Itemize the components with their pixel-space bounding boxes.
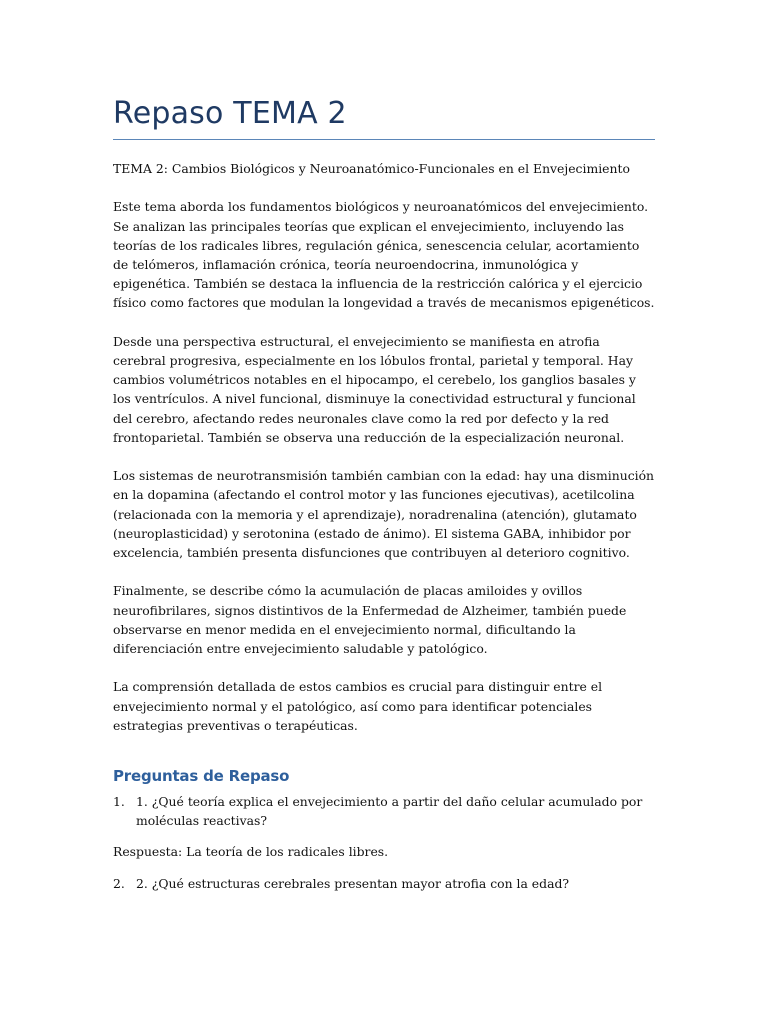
paragraph: Finalmente, se describe cómo la acumulación de placas amiloides y ovillos neurofibrilares, signos distintivos de la Enfermedad de Alzheimer, también puede observarse en menor medida en el envejecimiento normal, dificultando la diferenciación entre envejecimiento saludable y patológico. — [113, 583, 627, 657]
document-title: Repaso TEMA 2 — [113, 96, 347, 131]
paragraph: Desde una perspectiva estructural, el envejecimiento se manifiesta en atrofia cerebral progresiva, especialmente en los lóbulos frontal, parietal y temporal. Hay cambios volumétricos notables en el hipocampo, el cerebelo, los ganglios basales y los ventrículos. A nivel funcional, disminuye la conectividad estructural y funcional del cerebro, afectando redes neuronales clave como la red por defecto y la red frontoparietal. También se observa una reducción de la especialización neuronal. — [113, 333, 636, 445]
question-text: 1. ¿Qué teoría explica el envejecimiento a partir del daño celular acumulado por moléculas reactivas? — [136, 794, 643, 829]
paragraph: Este tema aborda los fundamentos biológicos y neuroanatómicos del envejecimiento. Se analizan las principales teorías que explican el envejecimiento, incluyendo las teorías de los radicales libres, regulación génica, senescencia celular, acortamiento de telómeros, inflamación crónica, teoría neuroendocrina, inmunológica y epigenética. También se destaca la influencia de la restricción calórica y el ejercicio físico como factores que modulan la longevidad a través de mecanismos epigenéticos. — [113, 199, 655, 311]
review-heading: Preguntas de Repaso — [113, 767, 290, 786]
question-text: 2. ¿Qué estructuras cerebrales presentan mayor atrofia con la edad? — [136, 875, 570, 891]
title-divider — [113, 139, 655, 140]
question-number: 2. — [113, 875, 125, 891]
paragraph: La comprensión detallada de estos cambios es crucial para distinguir entre el envejecimiento normal y el patológico, así como para identificar potenciales estrategias preventivas o terapéuticas. — [113, 679, 603, 733]
answer-text: Respuesta: La teoría de los radicales libres. — [113, 844, 389, 860]
document-body — [113, 159, 655, 905]
question-number: 1. — [113, 794, 125, 810]
paragraph: Los sistemas de neurotransmisión también cambian con la edad: hay una disminución en la dopamina (afectando el control motor y las funciones ejecutivas), acetilcolina (relacionada con la memoria y el aprendizaje), noradrenalina (atención), glutamato (neuroplasticidad) y serotonina (estado de ánimo). El sistema GABA, inhibidor por excelencia, también presenta disfunciones que contribuyen al deterioro cognitivo. — [113, 468, 655, 561]
paragraph-subtitle: TEMA 2: Cambios Biológicos y Neuroanatómico-Funcionales en el Envejecimiento — [113, 161, 630, 176]
question-item — [113, 792, 655, 830]
question-item — [113, 874, 655, 893]
